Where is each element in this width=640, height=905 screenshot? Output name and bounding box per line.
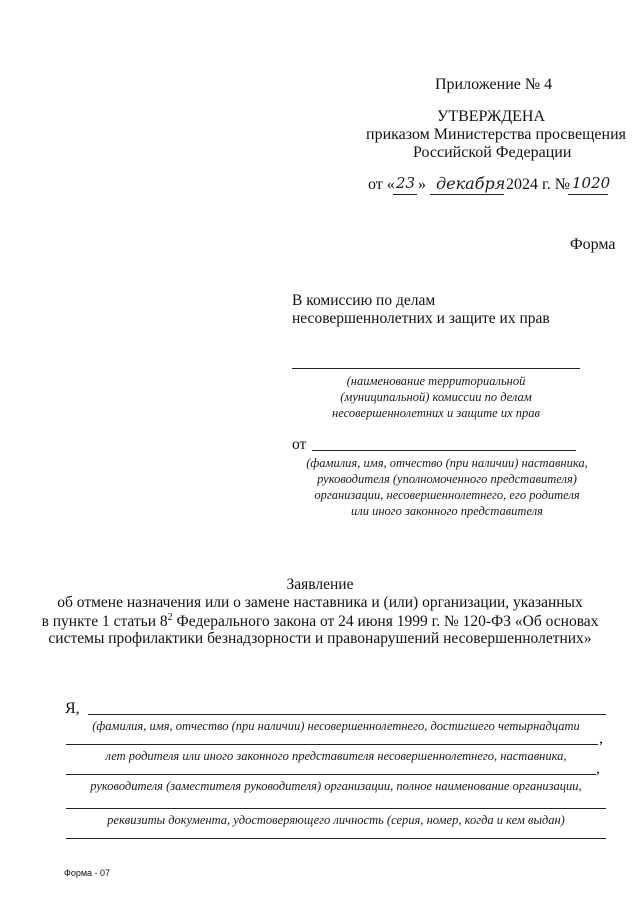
applicant-caption-3: руководителя (заместителя руководителя) организации, полное наименование организации, xyxy=(90,779,582,793)
addressee-line-1: В комиссию по делам xyxy=(292,292,436,309)
date-day-underline xyxy=(393,194,417,195)
date-prefix: от « xyxy=(368,176,395,193)
applicant-comma-2: , xyxy=(596,760,600,777)
date-year: 2024 г. № xyxy=(506,176,571,193)
date-number-underline xyxy=(568,194,608,195)
from-name-field[interactable] xyxy=(312,450,576,451)
date-day-handwritten: 23 xyxy=(396,174,416,192)
date-mid: » xyxy=(418,176,426,193)
order-date-line xyxy=(368,172,611,198)
applicant-caption-1: (фамилия, имя, отчество (при наличии) несовершеннолетнего, достигшего четырнадцати xyxy=(92,719,580,733)
from-caption-1: (фамилия, имя, отчество (при наличии) наставника, xyxy=(306,456,588,470)
from-caption-2: руководителя (уполномоченного представителя) xyxy=(317,472,577,486)
applicant-field-5[interactable] xyxy=(66,838,606,839)
applicant-comma-1: , xyxy=(599,730,603,747)
from-label: от xyxy=(292,436,307,453)
commission-caption-3: несовершеннолетних и защите их прав xyxy=(332,406,540,420)
applicant-field-2[interactable] xyxy=(66,744,598,745)
date-month-underline xyxy=(430,194,504,195)
from-caption-3: организации, несовершеннолетнего, его родителя xyxy=(314,488,580,502)
commission-name-field[interactable] xyxy=(292,368,580,369)
form-label: Форма xyxy=(570,236,616,253)
order-line-1: приказом Министерства просвещения xyxy=(366,126,626,143)
ya-label: Я, xyxy=(65,700,80,717)
statement-line-2-post: Федерального закона от 24 июня 1999 г. № 120-ФЗ «Об основах xyxy=(172,613,599,631)
approved-label: УТВЕРЖДЕНА xyxy=(437,108,546,125)
addressee-line-2: несовершеннолетних и защите их прав xyxy=(292,310,550,327)
form-code: Форма - 07 xyxy=(64,868,111,878)
statement-line-1: об отмене назначения или о замене наставника и (или) организации, указанных xyxy=(57,594,583,611)
applicant-field-4[interactable] xyxy=(66,808,606,809)
statement-line-2-sup: 2 xyxy=(167,612,173,623)
from-caption-4: или иного законного представителя xyxy=(351,504,543,518)
statement-line-3: системы профилактики безнадзорности и правонарушений несовершеннолетних» xyxy=(48,630,592,647)
statement-line-2 xyxy=(0,612,640,631)
date-month-handwritten: декабря xyxy=(436,174,506,193)
applicant-caption-2: лет родителя или иного законного представителя несовершеннолетнего, наставника, xyxy=(105,749,567,763)
date-number-handwritten: 1020 xyxy=(572,174,611,192)
applicant-field-3[interactable] xyxy=(66,774,596,775)
commission-caption-2: (муниципальной) комиссии по делам xyxy=(340,390,532,404)
commission-caption-1: (наименование территориальной xyxy=(346,374,526,388)
applicant-field-1[interactable] xyxy=(88,714,606,715)
statement-line-2-pre: в пункте 1 статьи 8 xyxy=(41,613,168,631)
appendix-label: Приложение № 4 xyxy=(435,76,553,93)
applicant-caption-4: реквизиты документа, удостоверяющего личность (серия, номер, когда и кем выдан) xyxy=(107,813,565,827)
statement-title: Заявление xyxy=(286,576,354,593)
order-line-2: Российской Федерации xyxy=(413,144,572,161)
